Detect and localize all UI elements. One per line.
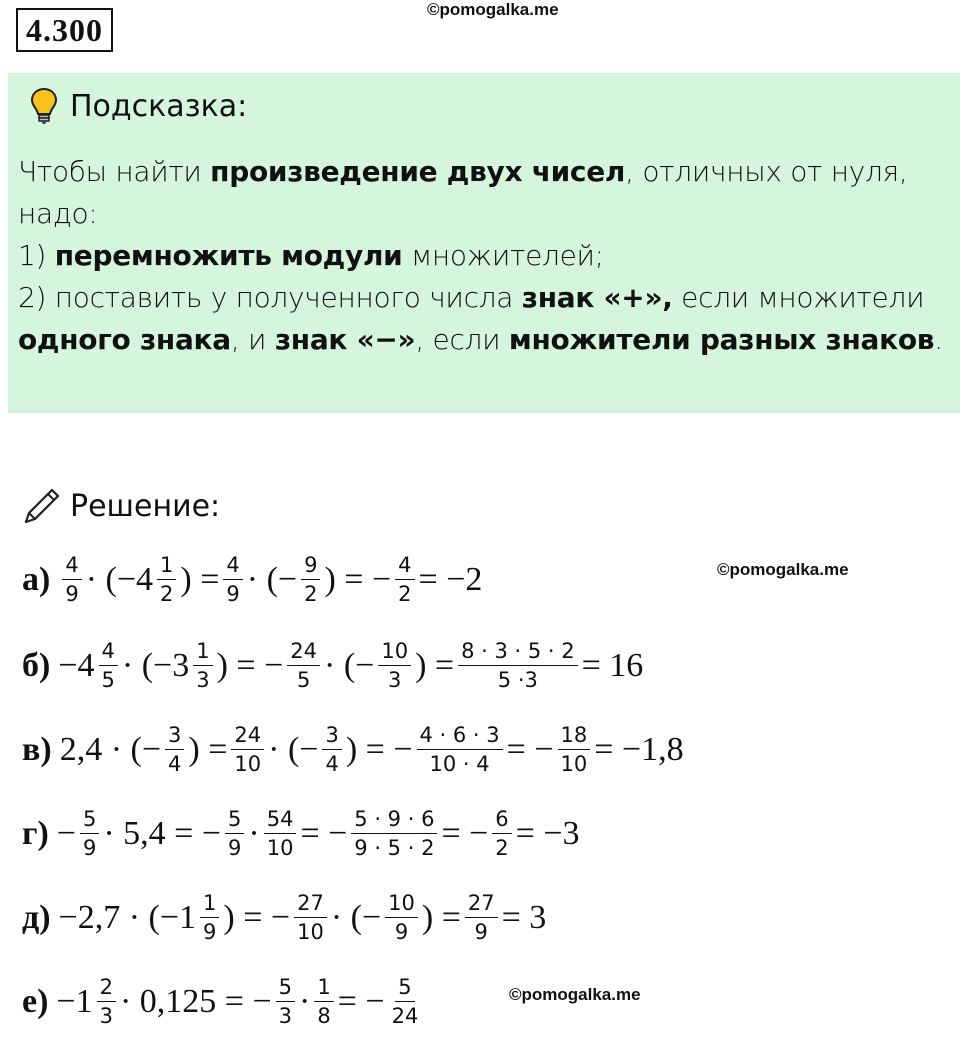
numerator: 3 bbox=[322, 722, 341, 750]
equation-label: г) bbox=[22, 814, 49, 852]
fraction bbox=[385, 890, 418, 945]
denominator: 10 bbox=[297, 920, 324, 944]
denominator: 2 bbox=[398, 582, 412, 606]
fraction bbox=[351, 806, 437, 861]
math-text: ) = − bbox=[223, 898, 291, 936]
numerator: 1 bbox=[193, 638, 212, 666]
math-text: −4 bbox=[58, 646, 95, 684]
numerator: 4 bbox=[62, 552, 81, 580]
fraction bbox=[223, 552, 242, 607]
numerator: 5 bbox=[225, 806, 244, 834]
watermark-bottom: ©pomogalka.me bbox=[509, 985, 641, 1004]
hint-title bbox=[30, 87, 247, 125]
denominator: 9 bbox=[203, 920, 217, 944]
lightbulb-icon bbox=[30, 87, 58, 125]
denominator: 9 bbox=[226, 582, 240, 606]
equation-a bbox=[22, 552, 482, 607]
equation-g bbox=[22, 806, 580, 861]
equation-b bbox=[22, 638, 643, 693]
hint-line-2: надо: bbox=[18, 197, 98, 230]
math-text: ) = − bbox=[345, 730, 413, 768]
fraction bbox=[165, 722, 184, 777]
math-text: ) = − bbox=[324, 560, 392, 598]
numerator: 4 · 6 · 3 bbox=[417, 722, 503, 750]
equation-d bbox=[22, 890, 546, 945]
numerator: 4 bbox=[223, 552, 242, 580]
numerator: 18 bbox=[558, 722, 591, 750]
numerator: 3 bbox=[165, 722, 184, 750]
hint-bold-text: произведение двух чисел bbox=[210, 155, 626, 188]
equation-v bbox=[22, 722, 684, 777]
denominator: 2 bbox=[495, 836, 509, 860]
math-text: = 16 bbox=[581, 646, 644, 684]
hint-line-5 bbox=[18, 319, 953, 361]
equation-label: б) bbox=[22, 646, 51, 684]
math-text: ) = bbox=[188, 730, 228, 768]
denominator: 10 bbox=[266, 836, 294, 860]
denominator: 10 bbox=[560, 752, 588, 776]
math-text: · (−4 bbox=[85, 560, 154, 598]
fraction bbox=[389, 974, 422, 1029]
hint-line-1 bbox=[18, 151, 953, 193]
math-text: ) = bbox=[415, 646, 455, 684]
math-text: −2,7 · (−1 bbox=[58, 898, 197, 936]
equation-label: е) bbox=[22, 982, 49, 1020]
hint-bold-text: перемножить модули bbox=[54, 239, 403, 272]
numerator: 4 bbox=[99, 638, 118, 666]
numerator: 27 bbox=[465, 890, 498, 918]
watermark-top: ©pomogalka.me bbox=[427, 0, 559, 19]
math-text: ) = − bbox=[216, 646, 284, 684]
fraction bbox=[157, 552, 176, 607]
hint-box bbox=[8, 73, 960, 413]
fraction bbox=[62, 552, 81, 607]
numerator: 10 bbox=[378, 638, 411, 666]
math-text: = −1,8 bbox=[594, 730, 684, 768]
numerator: 4 bbox=[395, 552, 414, 580]
fraction bbox=[231, 722, 264, 777]
hint-text: , отличных от нуля, bbox=[625, 155, 908, 188]
math-text: 2,4 · (− bbox=[59, 730, 162, 768]
fraction bbox=[97, 974, 116, 1029]
hint-text: множителей; bbox=[402, 239, 604, 272]
denominator: 3 bbox=[278, 1004, 293, 1028]
math-text: · (−3 bbox=[121, 646, 190, 684]
numerator: 9 bbox=[301, 552, 320, 580]
fraction bbox=[264, 806, 297, 861]
numerator: 6 bbox=[492, 806, 511, 834]
fraction bbox=[458, 638, 578, 693]
hint-text: 2) поставить у полученного числа bbox=[18, 281, 522, 314]
denominator: 9 bbox=[65, 582, 79, 606]
math-text: = − bbox=[506, 730, 554, 768]
math-text: − bbox=[56, 814, 76, 852]
fraction bbox=[314, 974, 333, 1029]
math-text: · (− bbox=[330, 898, 382, 936]
denominator: 9 bbox=[82, 836, 97, 860]
numerator: 1 bbox=[314, 974, 333, 1002]
denominator: 3 bbox=[99, 1004, 113, 1028]
fraction bbox=[276, 974, 295, 1029]
math-text: = −3 bbox=[515, 814, 580, 852]
hint-bold-text: множители разных знаков bbox=[508, 323, 935, 356]
denominator: 3 bbox=[388, 668, 402, 692]
hint-text: . bbox=[934, 323, 943, 356]
denominator: 5 ·3 bbox=[497, 668, 538, 692]
task-number: 4.300 bbox=[16, 8, 113, 52]
fraction bbox=[80, 806, 99, 861]
fraction bbox=[193, 638, 212, 693]
numerator: 1 bbox=[200, 890, 219, 918]
denominator: 10 · 4 bbox=[429, 752, 490, 776]
math-text: · (− bbox=[268, 730, 319, 768]
fraction bbox=[417, 722, 503, 777]
hint-line-4 bbox=[18, 277, 953, 319]
denominator: 5 bbox=[296, 668, 311, 692]
solution-title-text: Решение: bbox=[70, 488, 221, 524]
math-text: = −2 bbox=[418, 560, 483, 598]
hint-text: 1) bbox=[18, 239, 55, 272]
fraction bbox=[558, 722, 591, 777]
denominator: 2 bbox=[160, 582, 174, 606]
numerator: 1 bbox=[157, 552, 176, 580]
numerator: 5 bbox=[395, 974, 414, 1002]
hint-line-3 bbox=[18, 235, 953, 277]
equation-label: а) bbox=[22, 560, 51, 598]
fraction bbox=[395, 552, 414, 607]
denominator: 9 bbox=[474, 920, 488, 944]
math-text: = − bbox=[441, 814, 489, 852]
hint-title-text: Подсказка: bbox=[70, 88, 248, 124]
hint-body bbox=[18, 151, 953, 361]
watermark-middle: ©pomogalka.me bbox=[717, 560, 849, 579]
math-text: · 5,4 = − bbox=[103, 814, 221, 852]
denominator: 9 bbox=[228, 836, 242, 860]
fraction bbox=[200, 890, 219, 945]
hint-text: , если bbox=[415, 323, 509, 356]
equation-label: д) bbox=[22, 898, 51, 936]
denominator: 24 bbox=[391, 1004, 419, 1028]
hint-text: Чтобы найти bbox=[18, 155, 211, 188]
math-text: · 0,125 = − bbox=[119, 982, 272, 1020]
hint-bold-text: одного знака bbox=[18, 323, 231, 356]
math-text: ) = bbox=[421, 898, 461, 936]
math-text: · bbox=[248, 814, 260, 852]
fraction bbox=[225, 806, 244, 861]
denominator: 5 bbox=[101, 668, 115, 692]
math-text: ) = bbox=[180, 560, 220, 598]
denominator: 10 bbox=[234, 752, 262, 776]
fraction bbox=[99, 638, 118, 693]
fraction bbox=[287, 638, 320, 693]
numerator: 10 bbox=[385, 890, 418, 918]
fraction bbox=[492, 806, 511, 861]
numerator: 5 · 9 · 6 bbox=[351, 806, 437, 834]
hint-text: , и bbox=[230, 323, 275, 356]
denominator: 8 bbox=[317, 1004, 331, 1028]
fraction bbox=[322, 722, 341, 777]
numerator: 2 bbox=[97, 974, 116, 1002]
equation-e bbox=[22, 974, 425, 1029]
denominator: 4 bbox=[168, 752, 182, 776]
math-text: · (− bbox=[246, 560, 298, 598]
numerator: 54 bbox=[264, 806, 297, 834]
math-text: = − bbox=[300, 814, 348, 852]
fraction bbox=[465, 890, 498, 945]
math-text: −1 bbox=[56, 982, 93, 1020]
pencil-icon bbox=[22, 486, 62, 526]
denominator: 9 · 5 · 2 bbox=[354, 836, 435, 860]
numerator: 24 bbox=[231, 722, 264, 750]
denominator: 9 bbox=[394, 920, 409, 944]
math-text: = 3 bbox=[501, 898, 547, 936]
hint-bold-text: знак «+», bbox=[521, 281, 673, 314]
numerator: 8 · 3 · 5 · 2 bbox=[458, 638, 578, 666]
numerator: 27 bbox=[294, 890, 327, 918]
fraction bbox=[301, 552, 320, 607]
numerator: 24 bbox=[287, 638, 320, 666]
math-text: · (− bbox=[324, 646, 375, 684]
denominator: 2 bbox=[304, 582, 318, 606]
numerator: 5 bbox=[276, 974, 295, 1002]
denominator: 3 bbox=[196, 668, 210, 692]
numerator: 5 bbox=[80, 806, 99, 834]
math-text: = − bbox=[337, 982, 385, 1020]
equation-label: в) bbox=[22, 730, 52, 768]
denominator: 4 bbox=[325, 752, 339, 776]
math-text: · bbox=[299, 982, 311, 1020]
hint-text: если множители bbox=[672, 281, 925, 314]
fraction bbox=[378, 638, 411, 693]
hint-bold-text: знак «−» bbox=[274, 323, 416, 356]
fraction bbox=[294, 890, 327, 945]
solution-title bbox=[22, 486, 220, 526]
